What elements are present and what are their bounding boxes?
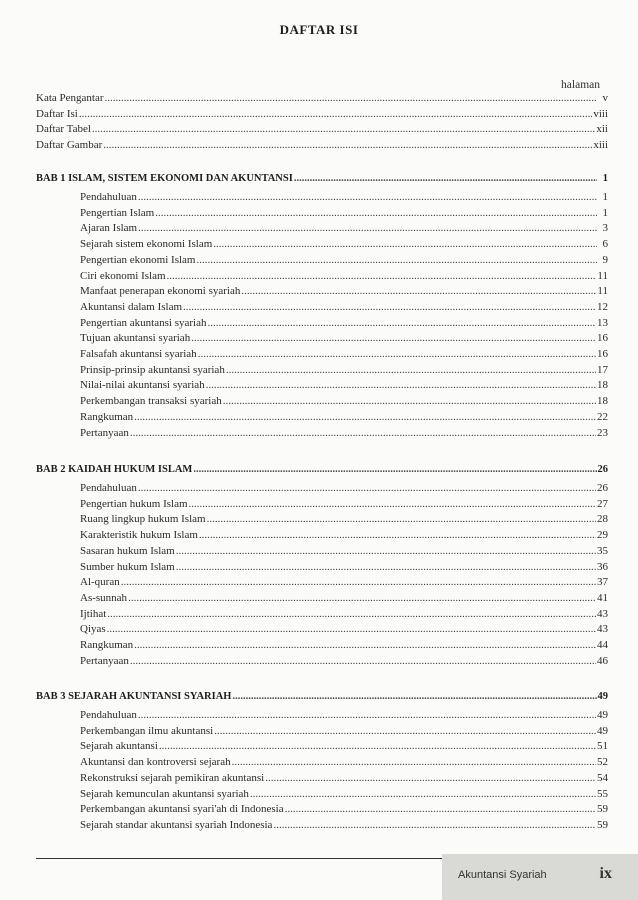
dot-leader (138, 481, 596, 495)
toc-entry (80, 787, 608, 801)
toc-entry-label: Sasaran hukum Islam (80, 544, 175, 557)
toc-entry (80, 481, 608, 495)
toc-entry-label: Sejarah standar akuntansi syariah Indonesia (80, 818, 273, 831)
dot-leader (79, 107, 592, 121)
toc-entry-label: Rangkuman (80, 410, 134, 423)
dot-leader (134, 410, 596, 424)
toc-entry-page: 11 (597, 285, 608, 298)
toc-entry (80, 410, 608, 424)
toc-entry-page: 35 (597, 544, 608, 557)
dot-leader (213, 237, 597, 251)
toc-entry-label: Pendahuluan (80, 709, 137, 721)
dot-leader (155, 206, 597, 220)
dot-leader (159, 739, 596, 753)
toc-entry-label: Ijtihat (80, 607, 107, 620)
toc-entry-page: 59 (597, 803, 608, 816)
toc-entry (80, 528, 608, 542)
toc-entry (80, 237, 608, 251)
toc-entry (80, 771, 608, 785)
dot-leader (199, 528, 596, 542)
toc-entry-page: 51 (597, 740, 608, 753)
front-matter-entry (36, 138, 608, 152)
toc-entry-page: 12 (597, 300, 608, 313)
dot-leader (138, 221, 597, 235)
toc-entry-page: 16 (597, 348, 608, 360)
toc-entry-page: 11 (597, 269, 608, 282)
toc-entry-label: Sejarah akuntansi (80, 740, 158, 753)
toc-entry (80, 818, 608, 832)
toc-entry-page: 49 (597, 724, 608, 737)
toc-entry-page: 27 (597, 497, 608, 510)
dot-leader (198, 347, 596, 361)
toc-entry-page: 49 (597, 709, 608, 721)
toc-entry-label: Pertanyaan (80, 654, 129, 667)
toc-entry-label: Prinsip-prinsip akuntansi syariah (80, 363, 225, 376)
dot-leader (103, 138, 592, 152)
toc-entry-page: 18 (597, 379, 608, 392)
dot-leader (138, 708, 596, 722)
dot-leader (130, 654, 596, 668)
toc-entry-label: Perkembangan ilmu akuntansi (80, 724, 214, 737)
dot-leader (176, 544, 596, 558)
dot-leader (183, 300, 596, 314)
dot-leader (232, 755, 596, 769)
toc-entry-page: 13 (597, 316, 608, 329)
chapter-heading-label: BAB 2 KAIDAH HUKUM ISLAM (36, 464, 193, 475)
dot-leader (226, 363, 596, 377)
toc-entry-page: 54 (597, 771, 608, 784)
toc-entry-label: Sejarah sistem ekonomi Islam (80, 238, 213, 251)
toc-entry-page: 9 (602, 253, 608, 266)
chapter-heading (36, 172, 608, 186)
chapter-heading-page: 1 (602, 173, 608, 184)
chapter-heading-label: BAB 1 ISLAM, SISTEM EKONOMI DAN AKUNTANSI (36, 173, 293, 184)
footer-page-number: ix (599, 865, 612, 882)
toc-entry-page: 18 (597, 395, 608, 408)
footer-book-title: Akuntansi Syariah (458, 869, 547, 881)
dot-leader (232, 690, 596, 704)
dot-leader (134, 638, 596, 652)
dot-leader (193, 463, 596, 477)
page-title: DAFTAR ISI (279, 22, 359, 37)
toc-entry (80, 394, 608, 408)
toc-entry-label: Sumber hukum Islam (80, 560, 175, 573)
toc-entry-label: Falsafah akuntansi syariah (80, 348, 197, 360)
toc-entry-label: Ajaran Islam (80, 222, 138, 235)
toc-entry-label: Qiyas (80, 623, 106, 636)
front-matter-entry-label: Daftar Gambar (36, 139, 103, 152)
toc-entry (80, 638, 608, 652)
toc-entry-page: 28 (597, 513, 608, 526)
toc-entry-page: 36 (597, 560, 608, 573)
dot-leader (223, 394, 596, 408)
toc-entry (80, 284, 608, 298)
toc-entry-page: 55 (597, 787, 608, 800)
dot-leader (206, 378, 596, 392)
toc-entry (80, 802, 608, 816)
toc-entry (80, 724, 608, 738)
toc-entry (80, 206, 608, 220)
toc-entry-page: 43 (597, 623, 608, 636)
dot-leader (207, 316, 596, 330)
dot-leader (128, 591, 596, 605)
dot-leader (285, 802, 596, 816)
toc-entry (80, 497, 608, 511)
toc-entry (80, 654, 608, 668)
toc-entry (80, 300, 608, 314)
chapter-heading-label: BAB 3 SEJARAH AKUNTANSI SYARIAH (36, 691, 232, 702)
toc-entry-label: Ruang lingkup hukum Islam (80, 513, 206, 526)
toc-entry-label: Pendahuluan (80, 191, 137, 203)
toc-entry-label: Karakteristik hukum Islam (80, 529, 198, 542)
toc-entry (80, 221, 608, 235)
toc-entry (80, 316, 608, 330)
toc-entry-page: 59 (597, 818, 608, 831)
toc-entry-label: Nilai-nilai akuntansi syariah (80, 379, 205, 392)
toc-entry-label: Pengertian hukum Islam (80, 497, 188, 510)
toc-entry-label: Ciri ekonomi Islam (80, 269, 166, 282)
toc-entry (80, 575, 608, 589)
toc-entry-page: 23 (597, 426, 608, 439)
chapter-heading-page: 49 (597, 691, 608, 702)
toc-entry (80, 190, 608, 204)
toc-entry-page: 52 (597, 756, 608, 769)
front-matter-entry-page: xii (596, 123, 608, 136)
toc-entry-label: Akuntansi dan kontroversi sejarah (80, 756, 231, 769)
toc-entry-label: Pengertian Islam (80, 206, 155, 219)
toc-entry-page: 37 (597, 576, 608, 589)
toc-entry (80, 269, 608, 283)
front-matter-entry-page: v (602, 92, 608, 104)
dot-leader (92, 122, 595, 136)
toc-entry-label: Rekonstruksi sejarah pemikiran akuntansi (80, 771, 265, 784)
toc-entry (80, 560, 608, 574)
dot-leader (107, 607, 596, 621)
toc-entry-page: 43 (597, 607, 608, 620)
footer-tab (442, 854, 638, 900)
toc-entry (80, 755, 608, 769)
toc-entry (80, 622, 608, 636)
front-matter-entry-page: xiii (593, 139, 608, 152)
toc-entry (80, 363, 608, 377)
toc-entry (80, 378, 608, 392)
toc-entry (80, 253, 608, 267)
toc-entry-label: Tujuan akuntansi syariah (80, 332, 191, 345)
dot-leader (250, 787, 596, 801)
toc-entry-label: Pendahuluan (80, 482, 137, 494)
toc-entry-page: 44 (597, 639, 608, 651)
toc-entry-label: Perkembangan transaksi syariah (80, 395, 222, 408)
toc-entry-label: Pengertian akuntansi syariah (80, 316, 207, 329)
toc-entry (80, 347, 608, 361)
toc-entry (80, 426, 608, 440)
dot-leader (105, 91, 598, 105)
toc-entry (80, 512, 608, 526)
dot-leader (214, 724, 596, 738)
front-matter-entry-label: Kata Pengantar (36, 92, 104, 104)
dot-leader (138, 190, 597, 204)
front-matter-entry (36, 91, 608, 105)
chapter-heading (36, 690, 608, 704)
toc-entry (80, 708, 608, 722)
toc-entry (80, 544, 608, 558)
toc-entry-page: 29 (597, 529, 608, 542)
toc-entry-page: 1 (602, 191, 608, 203)
toc-entry-label: Al-quran (80, 576, 120, 589)
dot-leader (121, 575, 596, 589)
dot-leader (107, 622, 596, 636)
toc-entry-label: Pengertian ekonomi Islam (80, 253, 196, 266)
toc-entry-label: Manfaat penerapan ekonomi syariah (80, 285, 241, 298)
dot-leader (167, 269, 597, 283)
toc-entry-page: 22 (597, 410, 608, 423)
toc-entry-label: Sejarah kemunculan akuntansi syariah (80, 787, 249, 800)
dot-leader (273, 818, 596, 832)
dot-leader (130, 426, 596, 440)
toc-entry-label: Akuntansi dalam Islam (80, 300, 183, 313)
chapter-heading-page: 26 (597, 464, 608, 475)
toc-entry-label: Perkembangan akuntansi syari'ah di Indonesia (80, 803, 284, 816)
toc-entry-page: 3 (602, 222, 608, 235)
toc-entry-page: 41 (597, 591, 608, 604)
dot-leader (241, 284, 596, 298)
toc-entry (80, 331, 608, 345)
dot-leader (176, 560, 596, 574)
toc-entry (80, 607, 608, 621)
toc-entry (80, 739, 608, 753)
toc-entry-page: 6 (602, 238, 608, 251)
toc-entry-page: 26 (597, 482, 608, 494)
dot-leader (207, 512, 596, 526)
toc-entry-page: 17 (597, 363, 608, 376)
chapter-heading (36, 463, 608, 477)
front-matter-entry-page: viii (593, 107, 608, 120)
toc-entry-label: Rangkuman (80, 639, 134, 651)
toc-entry-page: 1 (602, 206, 608, 219)
toc-entry-label: As-sunnah (80, 591, 128, 604)
toc-entry-page: 46 (597, 654, 608, 667)
toc-entry-label: Pertanyaan (80, 426, 129, 439)
toc-entry-page: 16 (597, 332, 608, 345)
dot-leader (191, 331, 596, 345)
dot-leader (265, 771, 596, 785)
front-matter-entry (36, 107, 608, 121)
dot-leader (196, 253, 597, 267)
halaman-label: halaman (561, 79, 600, 91)
front-matter-entry-label: Daftar Isi (36, 107, 78, 120)
dot-leader (189, 497, 596, 511)
front-matter-entry (36, 122, 608, 136)
toc-entry (80, 591, 608, 605)
dot-leader (294, 172, 597, 186)
front-matter-entry-label: Daftar Tabel (36, 123, 91, 136)
